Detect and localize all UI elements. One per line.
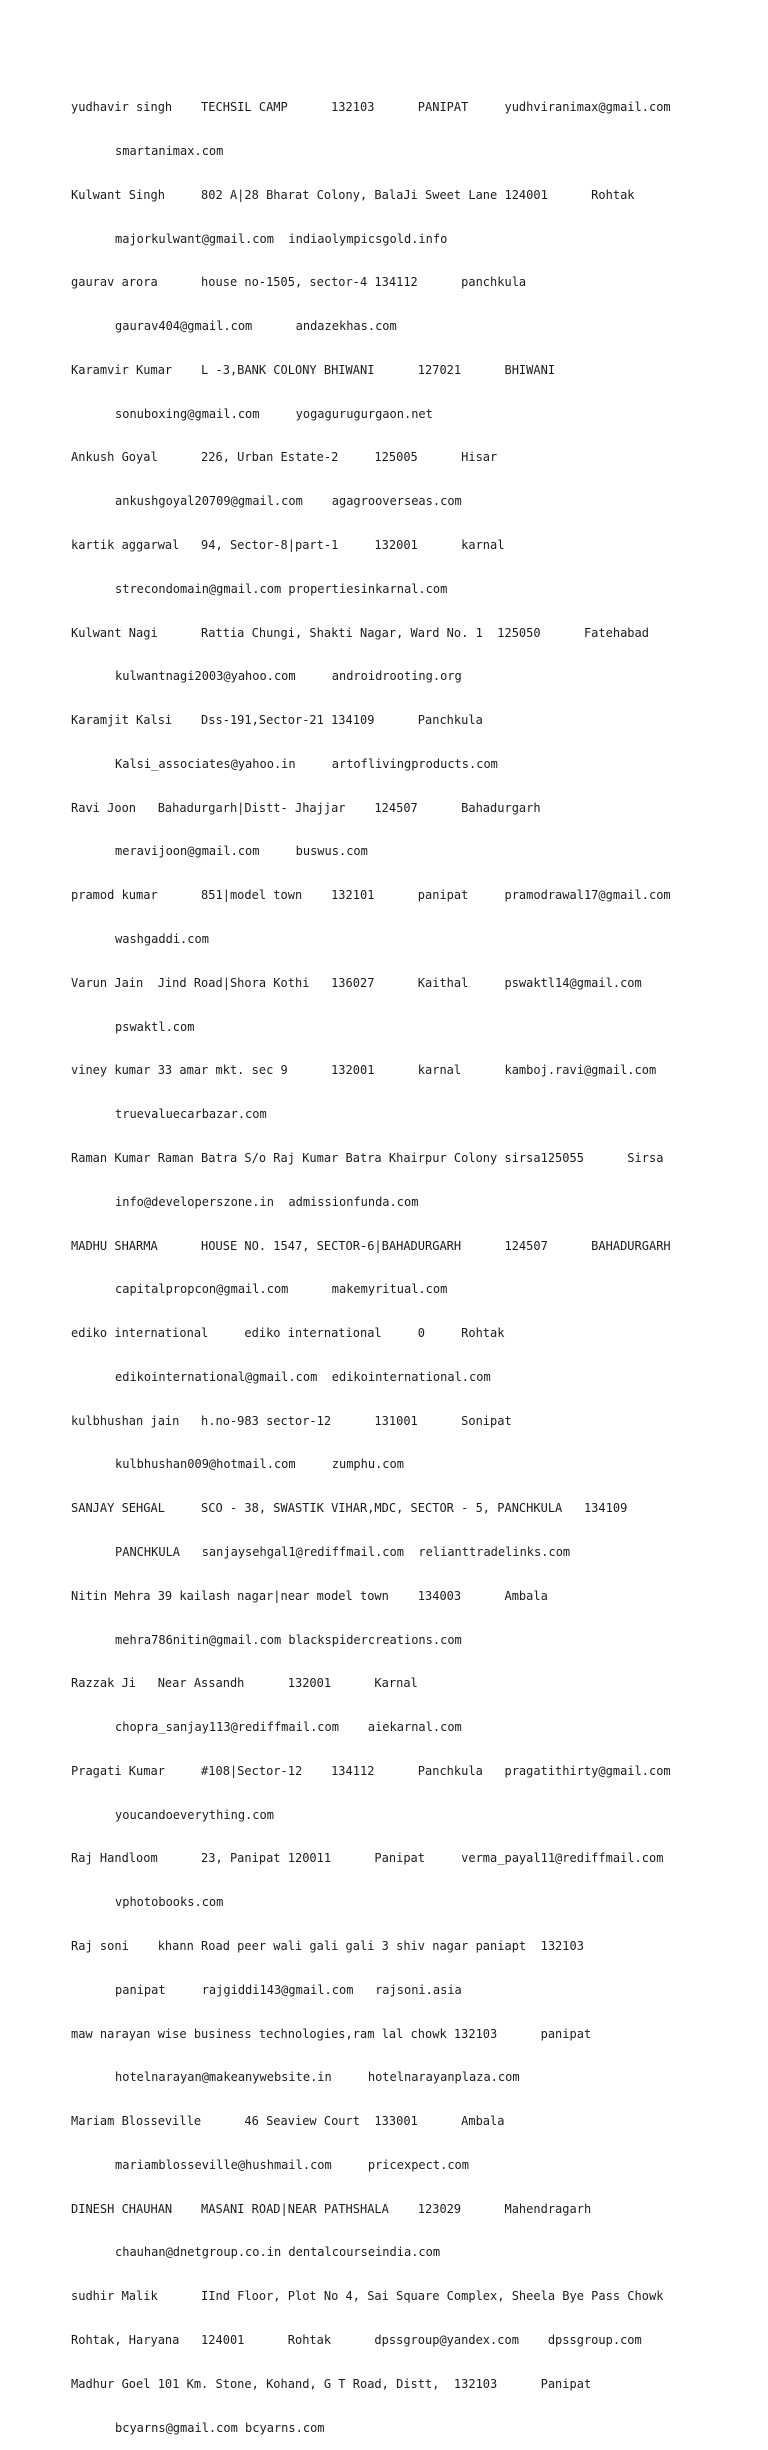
record-continuation-line: hotelnarayan@makeanywebsite.in hotelnarayanplaza.com (115, 2070, 520, 2085)
record-continuation-line: smartanimax.com (115, 143, 224, 158)
record-continuation-line: edikointernational@gmail.com edikointernational.com (115, 1369, 491, 1384)
record-continuation-line: Kalsi_associates@yahoo.in artoflivingproducts.com (115, 756, 498, 771)
record-line: Karamjit Kalsi Dss-191,Sector-21 134109 Panchkula (71, 713, 483, 728)
record-line: Kulwant Nagi Rattia Chungi, Shakti Nagar, Ward No. 1 125050 Fatehabad (71, 625, 649, 640)
record-line: SANJAY SEHGAL SCO - 38, SWASTIK VIHAR,MDC, SECTOR - 5, PANCHKULA 134109 (71, 1501, 628, 1516)
record-line: kulbhushan jain h.no-983 sector-12 131001 Sonipat (71, 1413, 512, 1428)
record-line: kartik aggarwal 94, Sector-8|part-1 132001 karnal (71, 538, 505, 552)
record-continuation-line: truevaluecarbazar.com (115, 1107, 267, 1122)
record-continuation-line: mehra786nitin@gmail.com blackspidercreations.com (115, 1632, 462, 1647)
record-continuation-line: sonuboxing@gmail.com yogagurugurgaon.net (115, 406, 433, 421)
record-continuation-line: info@developerszone.in admissionfunda.com (115, 1194, 419, 1209)
record-continuation-line: pswaktl.com (115, 1019, 195, 1034)
record-continuation-line: chauhan@dnetgroup.co.in dentalcourseindia.com (115, 2245, 441, 2260)
record-line: Razzak Ji Near Assandh 132001 Karnal (71, 1676, 418, 1691)
record-line: maw narayan wise business technologies,ram lal chowk 132103 panipat (71, 2026, 592, 2041)
record-continuation-line: washgaddi.com (115, 932, 209, 947)
record-line: Karamvir Kumar L -3,BANK COLONY BHIWANI 127021 BHIWANI (71, 362, 556, 377)
record-continuation-line: panipat rajgiddi143@gmail.com rajsoni.asia (115, 1982, 462, 1997)
record-continuation-line: meravijoon@gmail.com buswus.com (115, 844, 368, 859)
record-continuation-line: bcyarns@gmail.com bcyarns.com (115, 2420, 325, 2435)
record-line: pramod kumar 851|model town 132101 panipat pramodrawal17@gmail.com (71, 888, 671, 903)
record-line: yudhavir singh TECHSIL CAMP 132103 PANIPAT yudhviranimax@gmail.com (71, 100, 671, 115)
record-line: Raman Kumar Raman Batra S/o Raj Kumar Batra Khairpur Colony sirsa125055 Sirsa (71, 1150, 664, 1165)
record-continuation-line: vphotobooks.com (115, 1895, 224, 1910)
record-line: Varun Jain Jind Road|Shora Kothi 136027 Kaithal pswaktl14@gmail.com (71, 975, 642, 990)
record-line: Pragati Kumar #108|Sector-12 134112 Panchkula pragatithirty@gmail.com (71, 1763, 671, 1778)
record-line: ediko international ediko international 0 Rohtak (71, 1326, 505, 1341)
record-line: MADHU SHARMA HOUSE NO. 1547, SECTOR-6|BAHADURGARH 124507 BAHADURGARH (71, 1238, 671, 1253)
record-continuation-line: youcandoeverything.com (115, 1807, 274, 1822)
record-line: Raj soni khann Road peer wali gali gali 3 shiv nagar paniapt 132103 (71, 1939, 584, 1953)
record-line: Madhur Goel 101 Km. Stone, Kohand, G T Road, Distt, 132103 Panipat (71, 2376, 592, 2391)
record-line: viney kumar 33 amar mkt. sec 9 132001 karnal kamboj.ravi@gmail.com (71, 1063, 657, 1078)
record-continuation-line: capitalpropcon@gmail.com makemyritual.com (115, 1282, 448, 1297)
record-line: Ravi Joon Bahadurgarh|Distt- Jhajjar 124507 Bahadurgarh (71, 800, 541, 815)
record-line: Kulwant Singh 802 A|28 Bharat Colony, BalaJi Sweet Lane 124001 Rohtak (71, 187, 635, 202)
record-continuation-line: majorkulwant@gmail.com indiaolympicsgold.info (115, 231, 448, 246)
record-continuation-line: kulwantnagi2003@yahoo.com androidrooting.org (115, 669, 462, 684)
record-continuation-line: kulbhushan009@hotmail.com zumphu.com (115, 1457, 404, 1472)
record-line: Raj Handloom 23, Panipat 120011 Panipat verma_payal11@rediffmail.com (71, 1851, 664, 1866)
record-line: sudhir Malik IInd Floor, Plot No 4, Sai Square Complex, Sheela Bye Pass Chowk (71, 2289, 664, 2304)
record-line: Rohtak, Haryana 124001 Rohtak dpssgroup@yandex.com dpssgroup.com (71, 2333, 642, 2348)
record-continuation-line: PANCHKULA sanjaysehgal1@rediffmail.com relianttradelinks.com (115, 1544, 571, 1559)
record-continuation-line: mariamblosseville@hushmail.com pricexpect.com (115, 2157, 470, 2172)
record-line: Ankush Goyal 226, Urban Estate-2 125005 Hisar (71, 450, 498, 465)
record-continuation-line: ankushgoyal20709@gmail.com agagrooverseas.com (115, 494, 462, 509)
record-line: gaurav arora house no-1505, sector-4 134112 panchkula (71, 275, 527, 290)
record-line: DINESH CHAUHAN MASANI ROAD|NEAR PATHSHALA 123029 Mahendragarh (71, 2201, 592, 2216)
record-line: Nitin Mehra 39 kailash nagar|near model town 134003 Ambala (71, 1588, 548, 1603)
record-continuation-line: chopra_sanjay113@rediffmail.com aiekarnal.com (115, 1720, 462, 1735)
record-continuation-line: strecondomain@gmail.com propertiesinkarnal.com (115, 581, 448, 596)
record-line: Mariam Blosseville 46 Seaview Court 133001 Ambala (71, 2114, 505, 2129)
record-continuation-line: gaurav404@gmail.com andazekhas.com (115, 319, 397, 334)
document-body (71, 71, 761, 2450)
